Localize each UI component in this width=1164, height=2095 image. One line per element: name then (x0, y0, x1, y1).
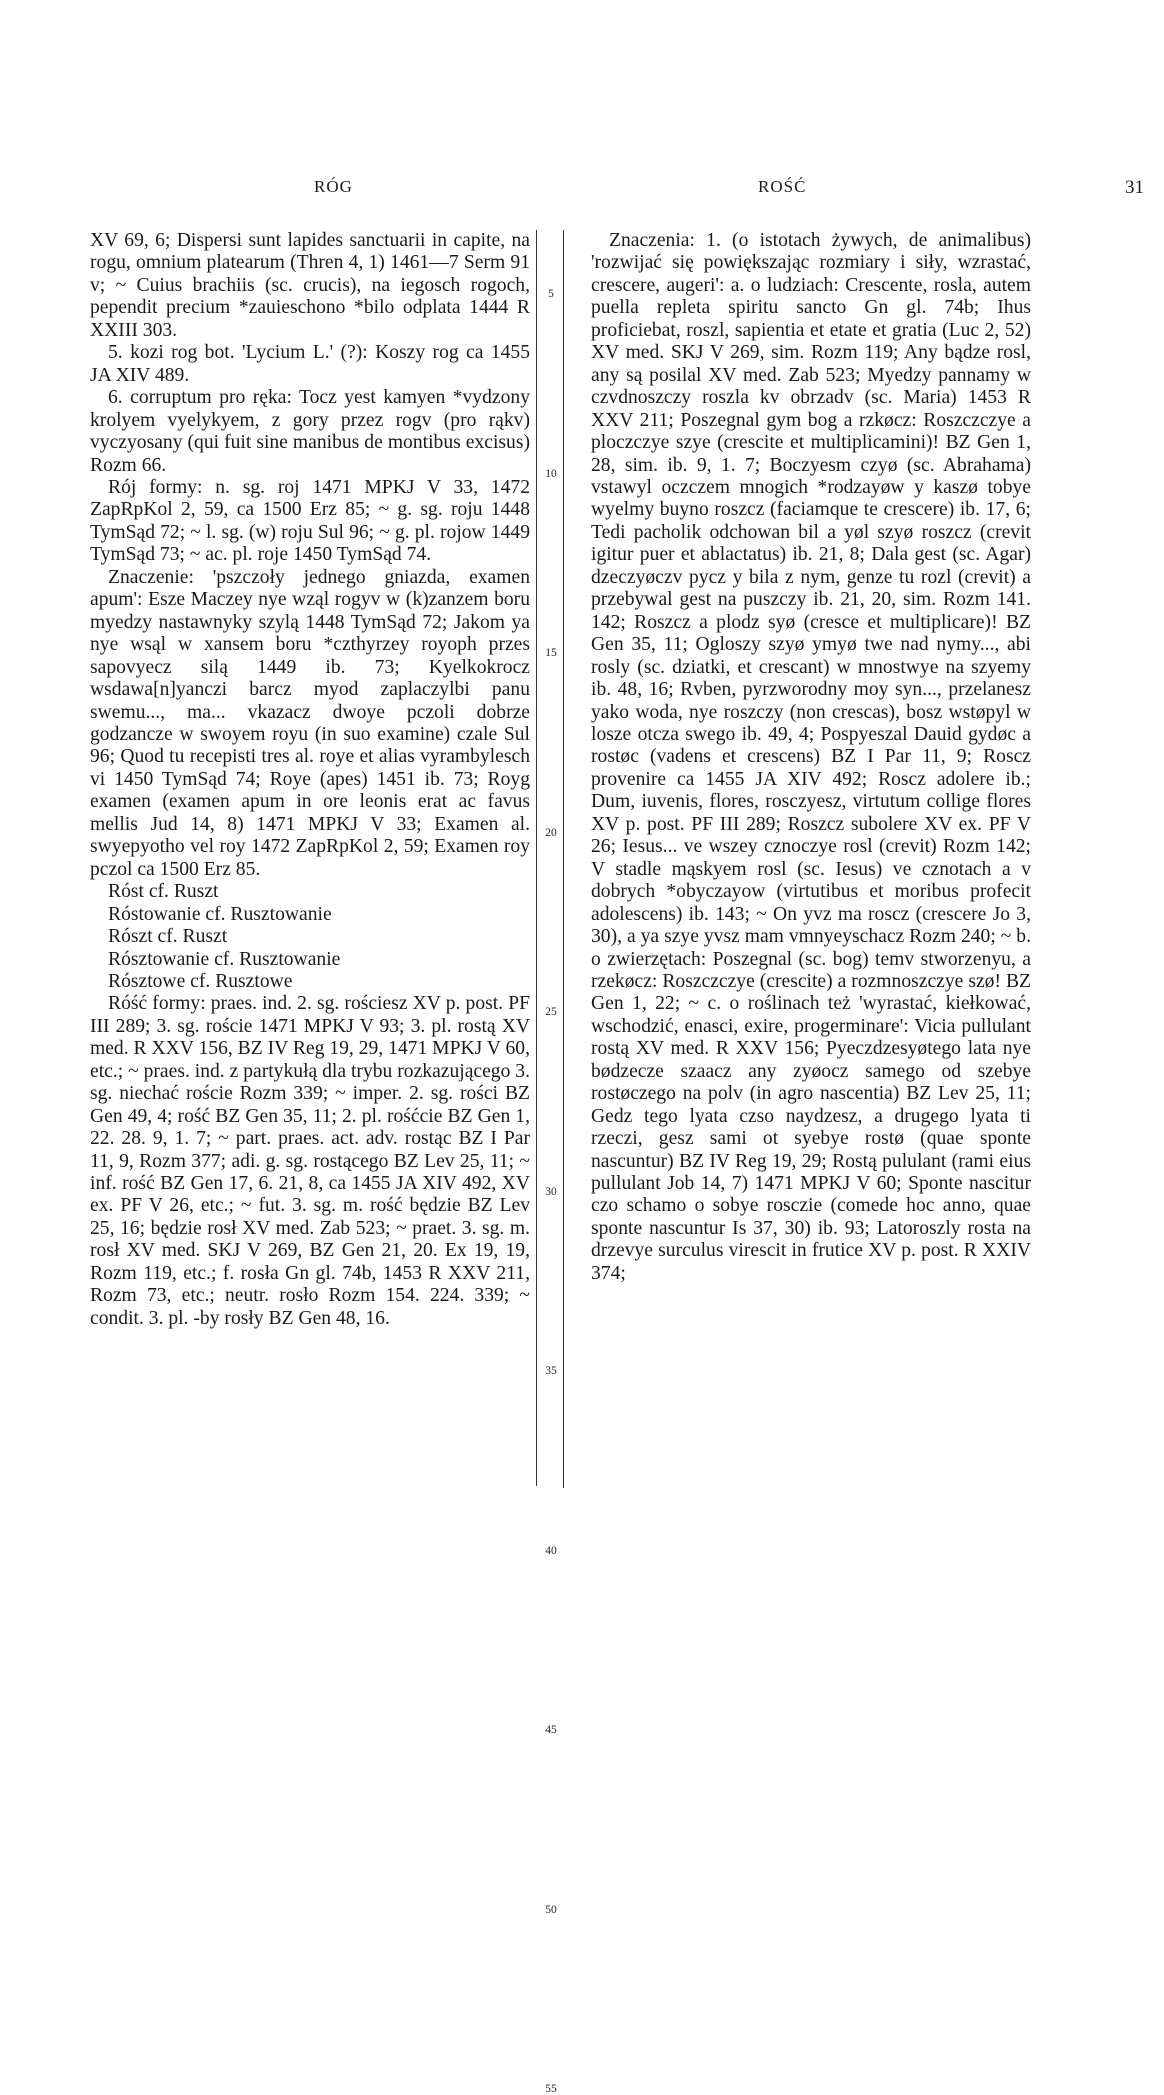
line-number: 15 (545, 647, 557, 659)
entry-roj-meaning: Znaczenie: 'pszczoły jednego gniazda, examen apum': Esze Maczey nye wząl rogyv w (k)zanzem boru myedzy nastawnyky szylą 1448 TymSąd 72; Jakom ya nye wsąl w xansem boru *czthyrzey royoph przes sapovyecz silą 1449 ib. 73; Kyelkokrocz wsdawa[n]yanczi barcz myod zaplaczylbi panu swemu..., ma... vkazacz dwoye pczoli dobrze godzancze w swoyem royu (in suo examine) czale Sul 96; Quod tu recepisti tres al. roye et alias vyrambylesch vi 1450 TymSąd 74; Roye (apes) 1451 ib. 73; Royg examen (examen apum in ore leonis erat ac favus mellis Jud 14, 8) 1471 MPKJ V 33; Examen al. swyepyotho vel roy 1472 ZapRpKol 2, 59; Examen roy pczol ca 1500 Erz 85. (90, 566, 530, 880)
page-number: 31 (1125, 177, 1144, 198)
line-number: 20 (545, 827, 557, 839)
sense-6: 6. corruptum pro ręka: Tocz yest kamyen *vydzony krolyem vyelykyem, z gory przez rogv (pro rąkv) vyczyosany (qui fuit sine manibus de montibus excisus) Rozm 66. (90, 387, 530, 476)
entry-rosc-forms: Róść formy: praes. ind. 2. sg. rościesz XV p. post. PF III 289; 3. sg. roście 1471 MPKJ V 93; 3. pl. rostą XV med. R XXV 156, BZ IV Reg 19, 29, 1471 MPKJ V 60, etc.; ~ praes. ind. z partykułą dla trybu rozkazującego 3. sg. niechać roście Rozm 339; ~ imper. 2. sg. rości BZ Gen 49, 4; rość BZ Gen 35, 11; 2. pl. rośćcie BZ Gen 1, 22. 28. 9, 1. 7; ~ part. praes. act. adv. rostąc BZ I Par 11, 9, Rozm 377; adi. g. sg. rostącego BZ Lev 25, 11; ~ inf. rość BZ Gen 17, 6. 21, 8, ca 1455 JA XIV 492, XV ex. PF V 26, etc.; ~ fut. 3. sg. m. rość będzie BZ Lev 25, 16; będzie rosł XV med. Zab 523; ~ praet. 3. sg. m. rosł XV med. SKJ V 269, BZ Gen 21, 20. Ex 19, 19, Rozm 119, etc.; f. rosła Gn gl. 74b, 1453 R XXV 211, Rozm 73, etc.; neutr. rosło Rozm 154. 224. 339; ~ condit. 3. pl. -by rosły BZ Gen 48, 16. (90, 993, 530, 1329)
left-column (90, 230, 530, 1330)
column-rule-right (563, 230, 564, 1488)
entry-rost: Róst cf. Ruszt (108, 881, 219, 903)
sense-5: 5. kozi rog bot. 'Lycium L.' (?): Koszy rog ca 1455 JA XIV 489. (90, 342, 530, 386)
running-head-left: RÓG (314, 177, 353, 196)
line-number: 50 (545, 1904, 557, 1916)
line-number: 10 (545, 468, 557, 480)
right-column (591, 230, 1031, 1285)
line-number: 55 (545, 2083, 557, 2095)
line-number: 35 (545, 1365, 557, 1377)
running-head-right: ROŚĆ (758, 177, 807, 196)
line-number: 25 (545, 1006, 557, 1018)
entry-rosc-meanings: Znaczenia: 1. (o istotach żywych, de animalibus) 'rozwijać się powiększając rozmiary i siły, wzrastać, crescere, augeri': a. o ludziach: Crescente, rosla, autem puella repleta spiritu sancto Gn gl. 74b; Ihus proficiebat, roszl, sapientia et etate et gratia (Luc 2, 52) XV med. SKJ V 269, sim. Rozm 119; Any bądze rosl, any są posilal XV med. Zab 523; Myedzy pannamy w czvdnoszczy roszla kv obrzadv (sc. Maria) 1453 R XXV 211; Poszegnal gym bog a rzkøcz: Roszczczye a ploczczye szye (crescite et multiplicamini)! BZ Gen 1, 28, sim. ib. 9, 1. 7; Boczyesm czyø (sc. Abrahama) vstawyl oczczem mnogich *rodzayøw y kaszø tobye wyelmy buyno roszcz (faciamque te crescere) ib. 17, 6; Tedi pacholik odchowan bil a yøl szyø roszcz (crevit igitur puer et ablactatus) ib. 21, 8; Dala gest (sc. Agar) dzeczyøczv pycz y bila z nym, genze tu rozl (crevit) a przebywal gest na puszczy ib. 21, 20, sim. Rozm 141. 142; Roszcz a plodz syø (cresce et multiplicare)! BZ Gen 35, 11; Ogloszy szyø ymyø twe nad nymy..., abi rosly (sc. dziatki, et crescant) w mnostwye na szyemy ib. 48, 16; Rvben, pyrzworodny moy syn..., przelanesz yako woda, nye roszczy (non crescas), bosz wstøpyl w losze otcza swego ib. 49, 4; Pospyeszal Dauid gydøc a rostøc (vadens et crescens) BZ I Par 11, 9; Roscz provenire ca 1455 JA XIV 492; Roscz adolere ib.; Dum, iuvenis, flores, rosczyesz, virtutum collige flores XV p. post. PF III 289; Roszcz subolere XV ex. PF V 26; Iesus... ve wszey cznoczye rosl (crevit) Rozm 142; V stadle mąskyem rosl (sc. Iesus) ve cznotach a v dobrych *obyczayow (virtutibus et moribus profecit adolescens) ib. 143; ~ On yvz ma roscz (crescere Jo 3, 30), a ya szye yvsz mam vmnyeyschacz Rozm 240; ~ b. o zwierzętach: Poszegnal (sc. bog) temv stworzenyu, a rzekøcz: Roszczczye (crescite) a rozmnoszczye szø! BZ Gen 1, 22; ~ c. o roślinach też 'wyrastać, kiełkować, wschodzić, enasci, exire, progerminare': Vicia pullulant rostą XV med. R XXV 156; Pyeczdzesyøtego lata nye bødzecze szaacz any zyøocz samego od szebye rostøczego na polv (in agro nascentia) BZ Lev 25, 11; Gedz tego lyata czso naydzesz, a drugego lyata ti rzeczi, gesz sami ot syebye rostø (quae sponte nascuntur) BZ IV Reg 19, 29; Rostą pululant (rami eius pullulant Job 14, 7) 1471 MPKJ V 60; Sponte nascitur czo schamo o sobye rosczie (comede hoc anno, quae sponte nascuntur Is 37, 30) ib. 93; Latoroszly rosta na drzevye surculus virescit in frutice XV p. post. R XXIV 374; (591, 230, 1031, 1284)
line-number: 30 (545, 1186, 557, 1198)
line-number: 5 (548, 288, 554, 300)
line-number: 40 (545, 1545, 557, 1557)
line-number: 45 (545, 1724, 557, 1736)
entry-rosztowanie: Rósztowanie cf. Rusztowanie (108, 948, 341, 970)
entry-rostowanie: Róstowanie cf. Rusztowanie (108, 903, 332, 925)
entry-continuation: XV 69, 6; Dispersi sunt lapides sanctuarii in capite, na rogu, omnium platearum (Thren 4, 1) 1461—7 Serm 91 v; ~ Cuius brachiis (sc. crucis), na iegosch rogoch, pependit precium *zauieschono *bilo odplata 1444 R XXIII 303. (90, 230, 530, 341)
entry-roj-forms: Rój formy: n. sg. roj 1471 MPKJ V 33, 1472 ZapRpKol 2, 59, ca 1500 Erz 85; ~ g. sg. roju 1448 TymSąd 72; ~ l. sg. (w) roju Sul 96; ~ g. pl. rojow 1449 TymSąd 73; ~ ac. pl. roje 1450 TymSąd 74. (90, 476, 530, 566)
entry-rosztowe: Rósztowe cf. Rusztowe (108, 970, 293, 992)
entry-roszt: Rószt cf. Ruszt (108, 926, 228, 948)
column-rule-left (536, 230, 537, 1486)
